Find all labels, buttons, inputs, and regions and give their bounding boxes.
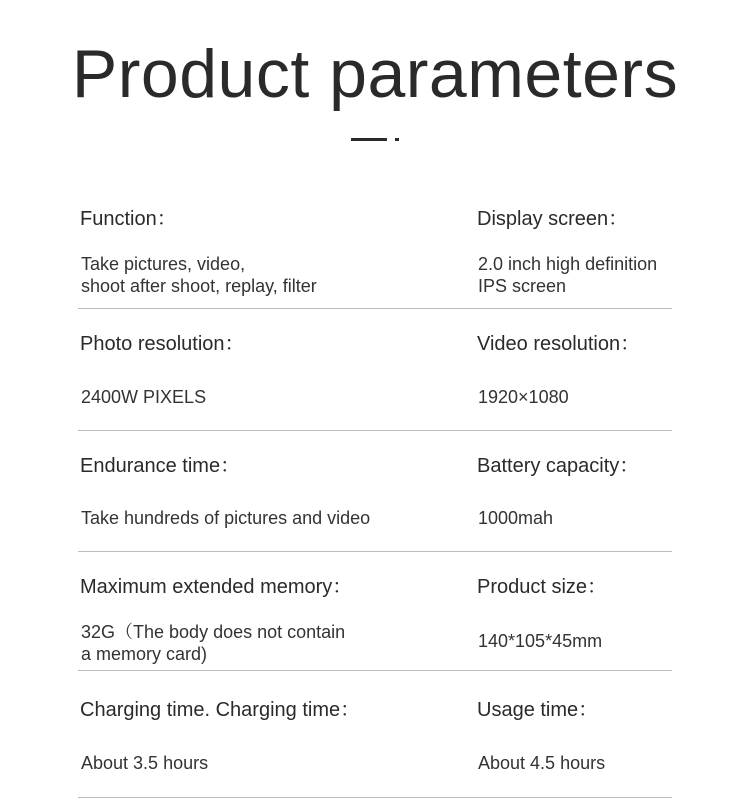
value-line: 32G（The body does not contain [81,622,346,642]
accent-dot [395,138,399,141]
parameter-value [81,621,345,665]
value-line: 2.0 inch high definition [478,254,658,274]
parameter-label: Battery capacity： [477,455,640,477]
value-line: About 4.5 hours [478,753,606,773]
value-line: 2400W PIXELS [81,387,207,407]
parameter-value [478,752,605,774]
value-line: About 3.5 hours [81,753,209,773]
parameter-label: Charging time. Charging time： [80,699,361,721]
value-line: Take pictures, video, [81,254,246,274]
title-accent [351,138,401,142]
value-line: 1920×1080 [478,387,569,407]
value-line: shoot after shoot, replay, filter [81,276,317,296]
parameter-value [478,386,569,408]
parameter-label: Photo resolution： [80,333,245,355]
parameter-label: Video resolution： [477,333,641,355]
parameter-row [78,431,672,552]
parameter-row [78,309,672,431]
parameter-label: Product size： [477,576,608,598]
parameter-value [478,253,657,297]
value-line: Take hundreds of pictures and video [81,508,371,528]
parameter-label: Usage time： [477,699,599,721]
parameter-row [78,190,672,309]
parameter-value [81,752,208,774]
parameter-value [81,507,370,529]
value-line: 140*105*45mm [478,631,603,651]
value-line: 1000mah [478,508,554,528]
parameter-value [478,630,602,652]
value-line: a memory card) [81,644,208,664]
value-line: IPS screen [478,276,567,296]
parameter-row [78,552,672,671]
parameter-table [78,190,672,798]
accent-dash [351,138,387,141]
parameter-row [78,671,672,798]
parameter-value [81,386,206,408]
parameter-label: Endurance time： [80,455,241,477]
page-title: Product parameters [71,36,679,112]
parameter-label: Maximum extended memory： [80,576,353,598]
parameter-value [478,507,553,529]
parameter-label: Function： [80,208,177,230]
parameter-value [81,253,317,297]
parameter-label: Display screen： [477,208,629,230]
